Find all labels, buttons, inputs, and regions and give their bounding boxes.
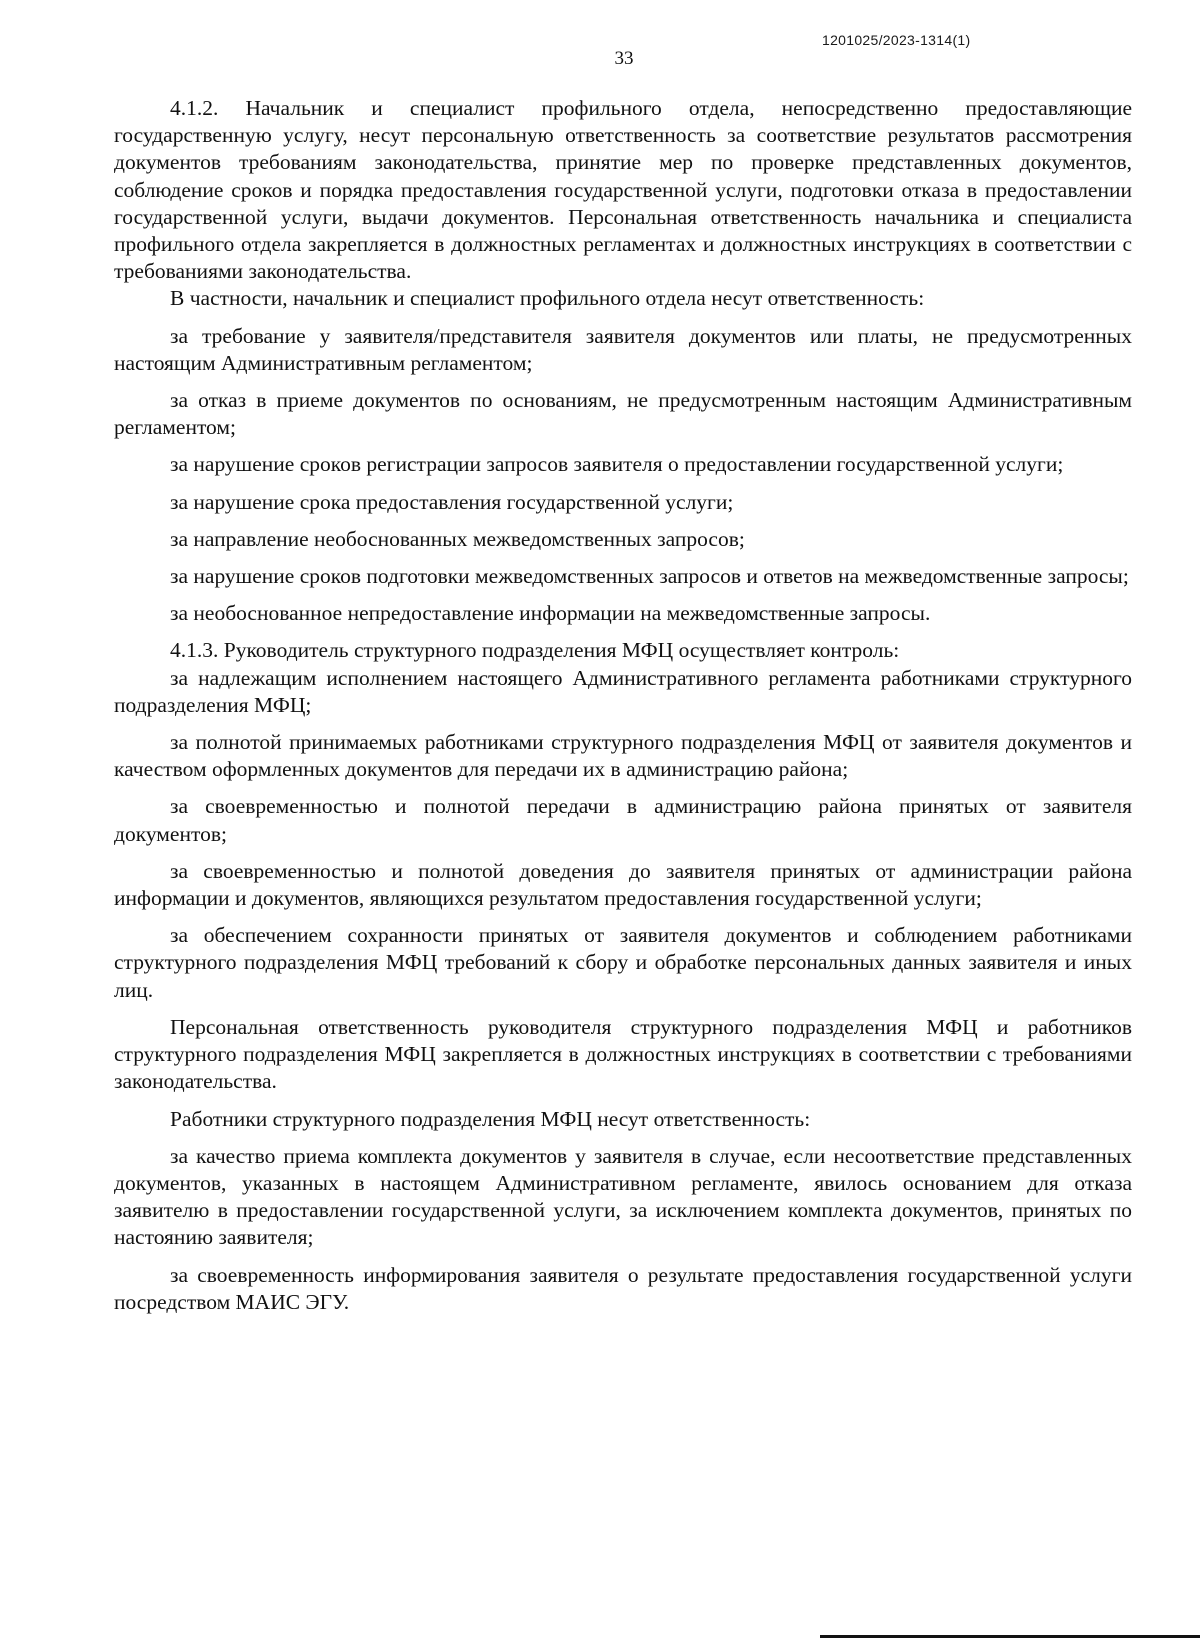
list-item-document-safety: за обеспечением сохранности принятых от заявителя документов и соблюдением работниками структурного подразделения МФЦ требований к сбору и обработке персональных данных заявителя и иных лиц. xyxy=(114,923,1132,1002)
list-item-unfounded-requests: за направление необоснованных межведомственных запросов; xyxy=(170,526,745,551)
list-item-service-term: за нарушение срока предоставления государственной услуги; xyxy=(170,489,734,514)
paragraph-responsibility-intro: В частности, начальник и специалист профильного отдела несут ответственность: xyxy=(170,286,925,311)
document-body xyxy=(114,95,1132,1316)
list-item-completeness: за полнотой принимаемых работниками структурного подразделения МФЦ от заявителя документов и качеством оформленных документов для передачи их в администрацию района; xyxy=(114,730,1132,782)
list-item-info-nonprovision: за необоснованное непредоставление информации на межведомственные запросы. xyxy=(170,601,931,626)
list-item-demand-documents: за требование у заявителя/представителя заявителя документов или платы, не предусмотренных настоящим Административным регламентом; xyxy=(114,323,1132,375)
list-item-transfer-timeliness: за своевременностью и полнотой передачи в администрацию района принятых от заявителя документов; xyxy=(114,794,1132,846)
list-item-regulation-execution: за надлежащим исполнением настоящего Административного регламента работниками структурного подразделения МФЦ; xyxy=(114,665,1132,717)
list-item-delivery-timeliness: за своевременностью и полнотой доведения до заявителя принятых от администрации района информации и документов, являющихся результатом предоставления государственной услуги; xyxy=(114,858,1132,911)
document-registration-number: 1201025/2023-1314(1) xyxy=(822,32,971,48)
page-number: 33 xyxy=(614,48,634,69)
paragraph-mfc-personal-responsibility: Персональная ответственность руководителя структурного подразделения МФЦ и работников структурного подразделения МФЦ закрепляется в должностных инструкциях в соответствии с требованиями законодательства. xyxy=(114,1014,1132,1094)
paragraph-4-1-2: 4.1.2. Начальник и специалист профильного отдела, непосредственно предоставляющие государственную услугу, несут персональную ответственность за соответствие результатов рассмотрения документов требованиям законодательства, принятие мер по проверке представленных документов, соблюдение сроков и порядка предоставления государственной услуги, подготовки отказа в предоставлении государственной услуги, выдачи документов. Персональная ответственность начальника и специалиста профильного отдела закрепляется в должностных регламентах и должностных инструкциях в соответствии с требованиями законодательства. xyxy=(114,96,1132,284)
list-item-reception-quality: за качество приема комплекта документов у заявителя в случае, если несоответствие представленных документов, указанных в настоящем Административном регламенте, явилось основанием для отказа заявителю в предоставлении государственной услуги, за исключением комплекта документов, принятых по настоянию заявителя; xyxy=(114,1143,1132,1250)
paragraph-mfc-workers-intro: Работники структурного подразделения МФЦ несут ответственность: xyxy=(170,1106,811,1131)
list-item-refusal: за отказ в приеме документов по основаниям, не предусмотренным настоящим Административным регламентом; xyxy=(114,388,1132,440)
list-item-informing-timeliness: за своевременность информирования заявителя о результате предоставления государственной услуги посредством МАИС ЭГУ. xyxy=(114,1262,1132,1314)
list-item-request-terms: за нарушение сроков подготовки межведомственных запросов и ответов на межведомственные запросы; xyxy=(170,564,1129,589)
paragraph-4-1-3: 4.1.3. Руководитель структурного подразделения МФЦ осуществляет контроль: xyxy=(170,638,900,663)
list-item-registration-terms: за нарушение сроков регистрации запросов заявителя о предоставлении государственной услуги; xyxy=(170,452,1064,477)
bottom-border-line xyxy=(820,1635,1200,1638)
